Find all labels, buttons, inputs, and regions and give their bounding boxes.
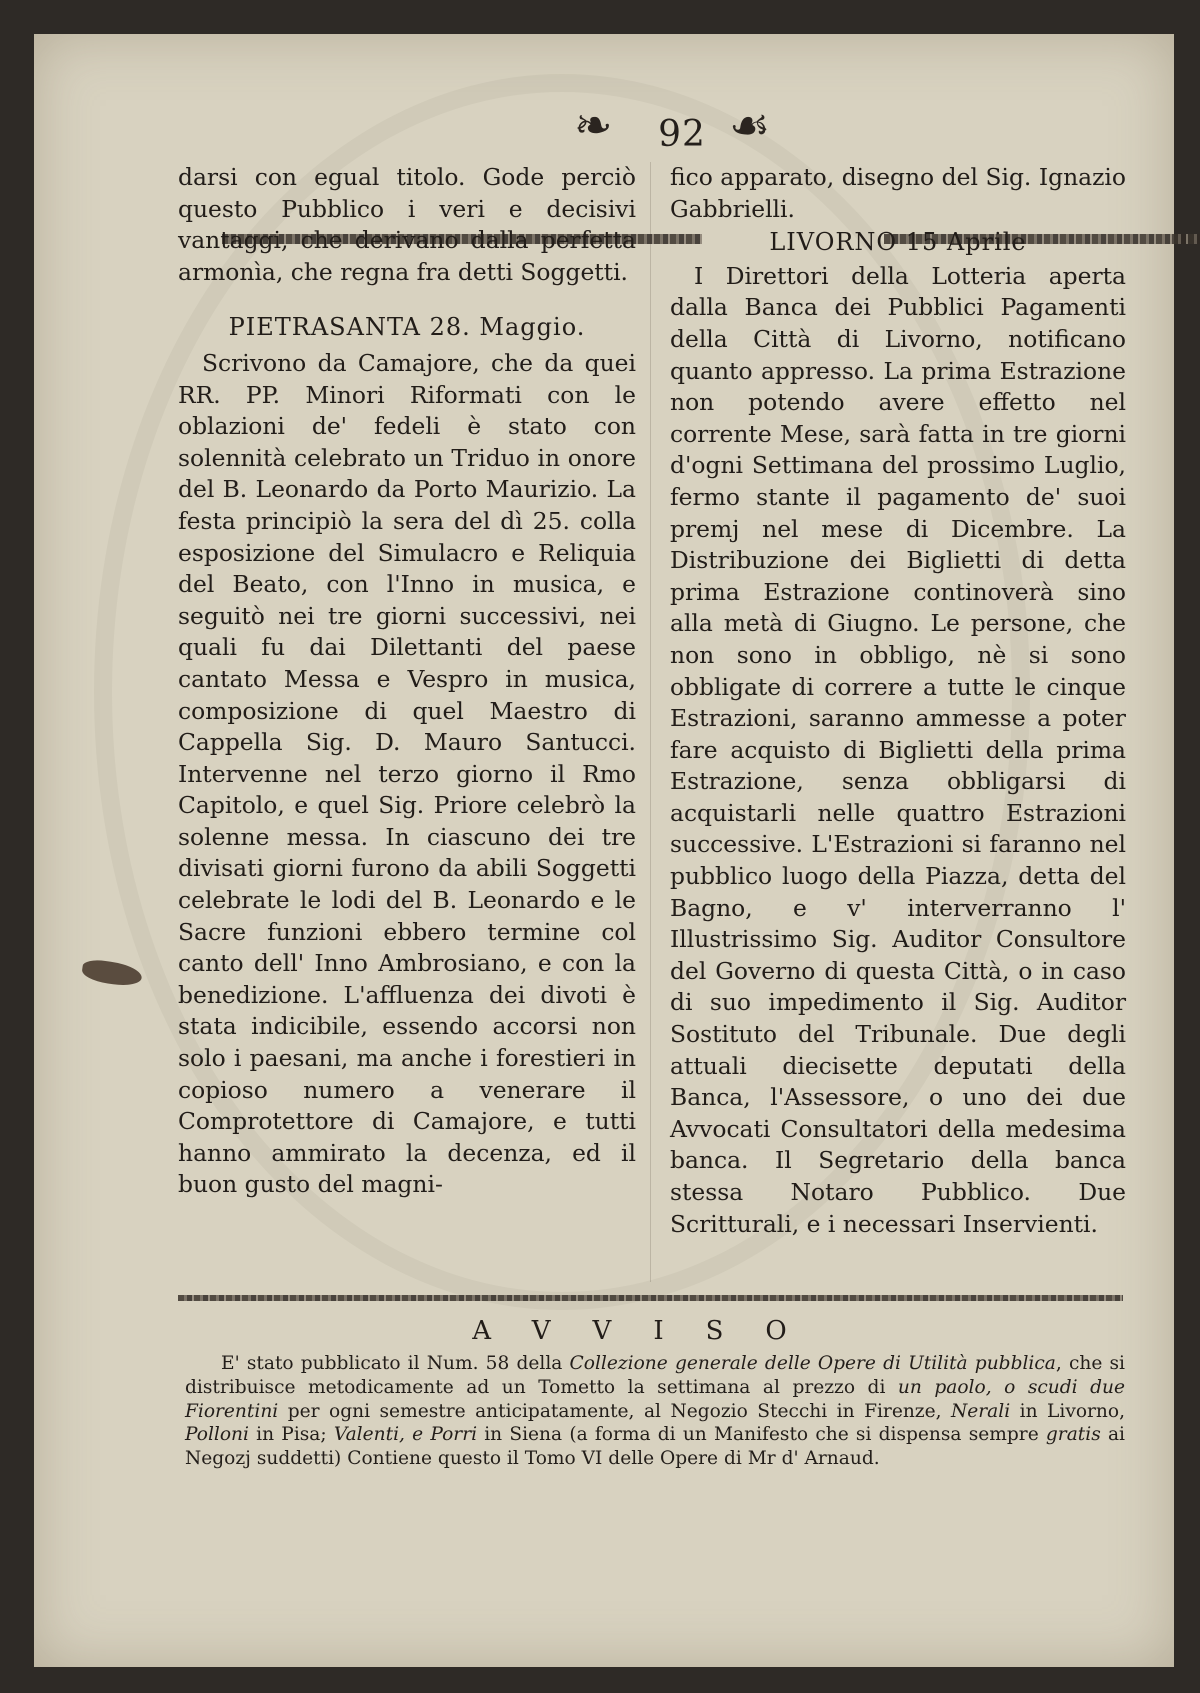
ornament-left-icon: ❧ [574,98,613,152]
page-number: 92 [658,114,706,155]
notice-text-2: , che si distribuisce metodicamente ad un Tometto la settimana al prezzo di [185,1353,1125,1398]
notice-body [185,1352,1125,1471]
ink-stain [81,958,143,988]
notice-text-1: E' stato pubblicato il Num. 58 della [221,1353,570,1374]
notice-separator-rule [178,1295,1123,1301]
article-livorno: I Direttori della Lotteria aperta dalla Banca dei Pubblici Pagamenti della Città di Livorno, notificano quanto appresso. La prima Estrazione non potendo avere effetto nel corrente Mese, sarà fatta in tre giorni d'ogni Settimana del prossimo Luglio, fermo stante il pagamento de' suoi premj nel mese di Dicembre. La Distribuzione dei Biglietti di detta prima Estrazione continoverà sino alla metà di Giugno. Le persone, che non sono in obbligo, nè si sono obbligate di correre a tutte le cinque Estrazioni, saranno ammesse a poter fare acquisto di Biglietti della prima Estrazione, senza obbligarsi di acquistarli nelle quattro Estrazioni successive. L'Estrazioni si faranno nel pubblico luogo della Piazza, detta del Bagno, e v' interverranno l' Illustrissimo Sig. Auditor Consultore del Governo di questa Città, o in caso di suo impedimento il Sig. Auditor Sostituto del Tribunale. Due degli attuali diecisette deputati della Banca, l'Assessore, o uno dei due Avvocati Consultatori della medesima banca. Il Segretario della banca stessa Notaro Pubblico. Due Scritturali, e i necessari Inservienti. [670,261,1126,1238]
dateline-livorno: LIVORNO 15 Aprile [769,228,1027,257]
right-continuation-text: fico apparato, disegno del Sig. Ignazio Gabbrielli. [670,163,1126,223]
notice-price: un paolo, o scudi due Fiorentini [185,1376,1125,1422]
column-divider [650,162,651,1282]
article-pietrasanta: Scrivono da Camajore, che da quei RR. PP. Minori Riformati con le oblazioni de' fedeli è stato con solennità celebrato un Triduo in onore del B. Leonardo da Porto Maurizio. La festa principiò la sera del dì 25. colla esposizione del Simulacro e Reliquia del Beato, con l'Inno in musica, e seguitò nei tre giorni successivi, nei quali fu dai Dilettanti del paese cantato Messa e Vespro in musica, composizione di quel Maestro di Cappella Sig. D. Mauro Santucci. Intervenne nel terzo giorno il Rmo Capitolo, e quel Sig. Priore celebrò la solenne messa. In ciascuno dei tre divisati giorni furono da abili Soggetti celebrate le lodi del B. Leonardo e le Sacre funzioni ebbero termine col canto dell' Inno Ambrosiano, e con la benedizione. L'affluenza dei divoti è stata indicibile, essendo accorsi non solo i paesani, ma anche i forestieri in copioso numero a venerare il Comprotettore di Camajore, e tutti hanno ammirato la decenza, ed il buon gusto del magni- [178,348,636,1199]
notice-text-6: in Siena (a forma di un Manifesto che si dispensa sempre [477,1424,1046,1446]
notice-text-7: ai Negozj suddetti) Contiene questo il Tomo VI delle Opere di Mr d' Arnaud. [185,1424,1125,1470]
notice-publication-title: Collezione generale delle Opere di Utilità pubblica [569,1353,1056,1374]
notice-text-5: in Pisa; [248,1424,334,1446]
notice-text-4: in Livorno, [1010,1400,1125,1422]
dateline-pietrasanta: PIETRASANTA 28. Maggio. [228,313,586,342]
notice-seller-livorno: Nerali [951,1400,1011,1422]
notice-gratis: gratis [1045,1424,1101,1446]
left-column [178,162,636,1201]
notice-seller-pisa: Polloni [185,1424,249,1446]
right-column [670,162,1126,1240]
left-continuation-text: darsi con egual titolo. Gode perciò questo Pubblico i veri e decisivi vantaggi, che derivano dalla perfetta armonìa, che regna fra detti Soggetti. [178,163,636,286]
ornament-right-icon: ☙ [729,98,771,152]
notice-title: AVVISO [472,1316,829,1346]
notice-text-3: per ogni semestre anticipatamente, al Negozio Stecchi in Firenze, [278,1400,951,1422]
notice-seller-siena: Valenti, e Porri [333,1424,478,1446]
